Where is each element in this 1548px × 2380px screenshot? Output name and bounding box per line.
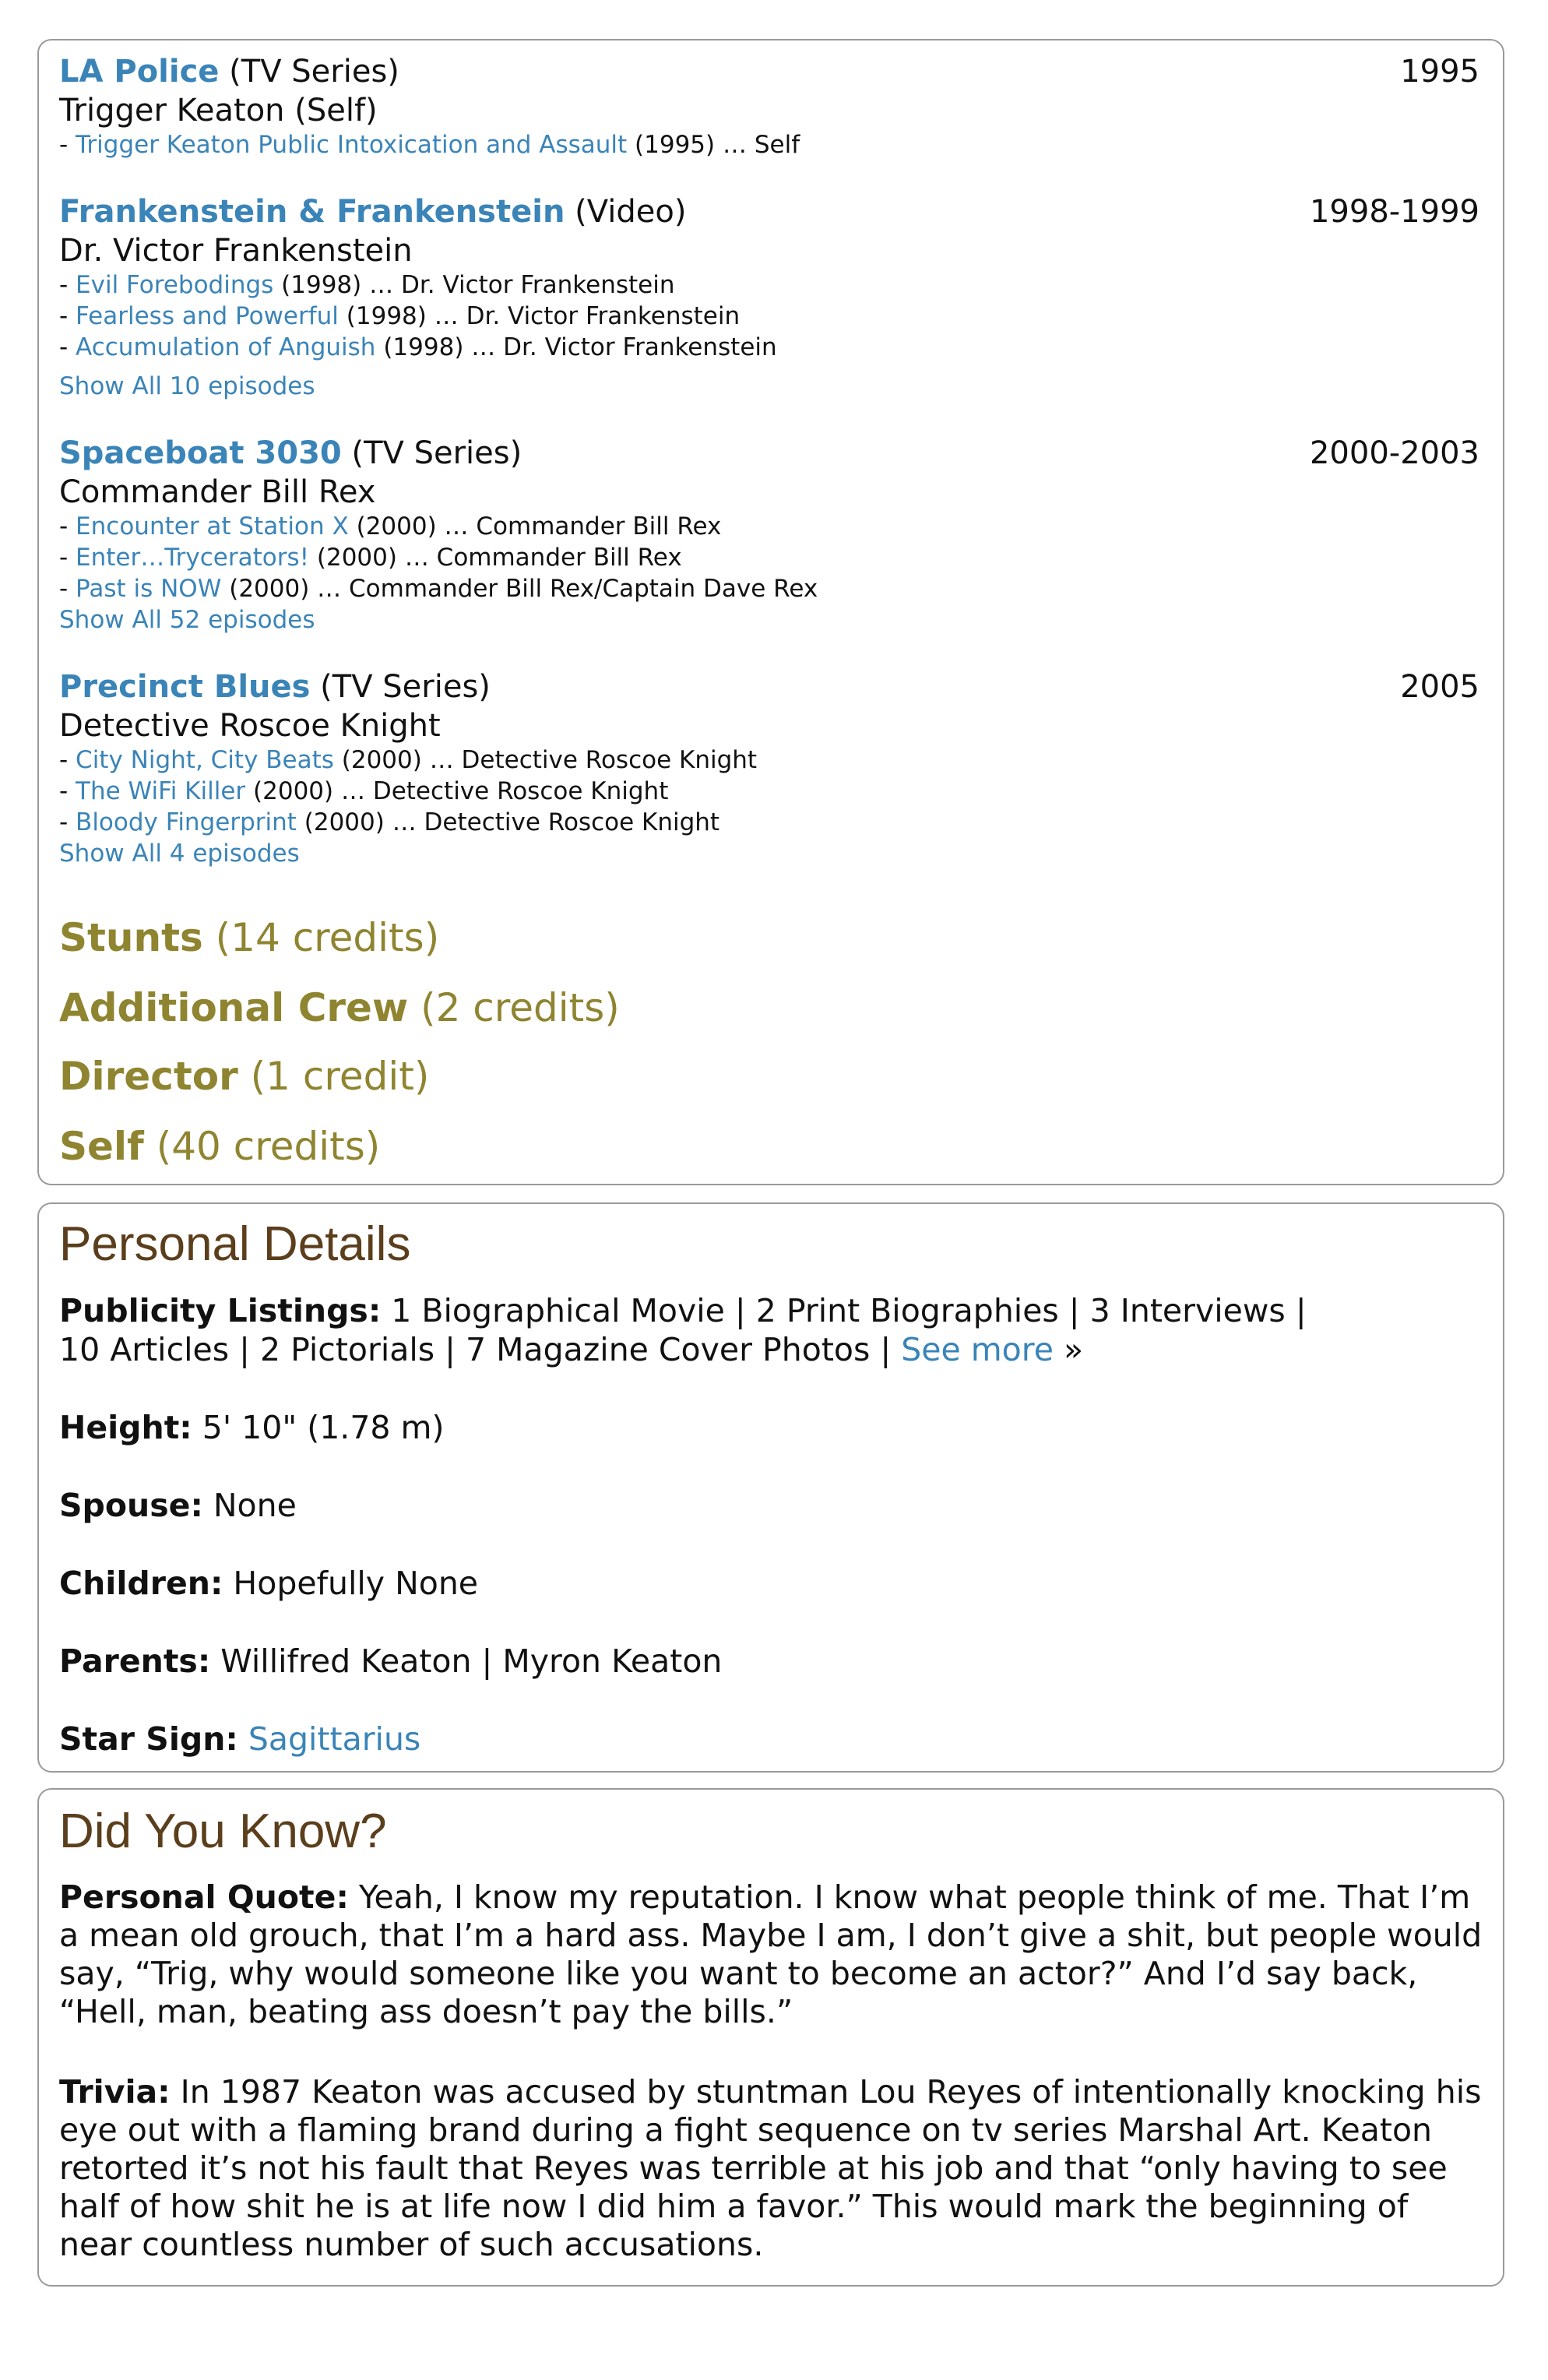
category-additional-crew[interactable]: Additional Crew (2 credits): [59, 985, 620, 1030]
show-type: (TV Series): [351, 435, 522, 471]
show-all-episodes-link[interactable]: Show All 4 episodes: [59, 840, 300, 868]
show-years: 1998-1999: [1309, 194, 1479, 230]
episode-link[interactable]: Trigger Keaton Public Intoxication and Assault: [76, 131, 628, 159]
episode-item: - Accumulation of Anguish (1998) … Dr. Victor Frankenstein: [59, 333, 777, 361]
star-sign-link[interactable]: Sagittarius: [248, 1720, 421, 1758]
show-heading: [59, 668, 491, 706]
publicity-listings: Publicity Listings: 1 Biographical Movie | 2 Print Biographies | 3 Interviews |: [59, 1292, 1307, 1329]
episode-item: - The WiFi Killer (2000) … Detective Roscoe Knight: [59, 777, 669, 805]
section-heading: Personal Details: [59, 1217, 411, 1271]
episode-item: - Past is NOW (2000) … Commander Bill Rex/Captain Dave Rex: [59, 575, 818, 603]
episode-link[interactable]: Fearless and Powerful: [76, 302, 339, 330]
show-role: Dr. Victor Frankenstein: [59, 233, 413, 269]
episode-link[interactable]: City Night, City Beats: [76, 746, 334, 774]
episode-item: - Evil Forebodings (1998) … Dr. Victor Frankenstein: [59, 271, 675, 299]
children-row: Children: Hopefully None: [59, 1565, 479, 1602]
episode-link[interactable]: Accumulation of Anguish: [76, 333, 376, 361]
personal-details-panel: [37, 1202, 1504, 1773]
episode-link[interactable]: Bloody Fingerprint: [76, 808, 297, 836]
filmography-panel: [37, 39, 1504, 1185]
show-heading: [59, 193, 686, 231]
show-title-link[interactable]: LA Police: [59, 54, 220, 90]
episode-item: - Trigger Keaton Public Intoxication and Assault (1995) … Self: [59, 131, 800, 159]
episode-item: - City Night, City Beats (2000) … Detective Roscoe Knight: [59, 746, 758, 774]
episode-item: - Enter…Trycerators! (2000) … Commander Bill Rex: [59, 544, 682, 572]
episode-link[interactable]: The WiFi Killer: [76, 777, 246, 805]
episode-link[interactable]: Encounter at Station X: [76, 512, 349, 540]
show-all-episodes-link[interactable]: Show All 10 episodes: [59, 372, 315, 400]
category-stunts[interactable]: Stunts (14 credits): [59, 915, 440, 960]
trivia: Trivia: In 1987 Keaton was accused by stuntman Lou Reyes of intentionally knocking his eye out with a flaming brand during a fight sequence on tv series Marshal Art. Keaton retorted it’s not his fault that Reyes was terrible at his job and that “only having to see half of how shit he is at life now I did him a favor.” This would mark the beginning of near countless number of such accusations.: [59, 2073, 1482, 2263]
episode-item: - Encounter at Station X (2000) … Commander Bill Rex: [59, 512, 722, 540]
star-sign-row: Star Sign: Sagittarius: [59, 1720, 421, 1758]
show-years: 2000-2003: [1309, 435, 1479, 471]
show-type: (Video): [575, 194, 687, 230]
show-type: (TV Series): [320, 669, 491, 705]
show-all-episodes-link[interactable]: Show All 52 episodes: [59, 606, 315, 634]
see-more-link[interactable]: See more: [901, 1331, 1054, 1368]
show-role: Commander Bill Rex: [59, 474, 376, 510]
show-years: 2005: [1400, 669, 1479, 705]
category-self[interactable]: Self (40 credits): [59, 1124, 381, 1169]
spouse-row: Spouse: None: [59, 1487, 297, 1524]
parents-row: Parents: Willifred Keaton | Myron Keaton: [59, 1642, 723, 1680]
episode-item: - Fearless and Powerful (1998) … Dr. Victor Frankenstein: [59, 302, 741, 330]
section-heading: Did You Know?: [59, 1804, 387, 1858]
show-role: Detective Roscoe Knight: [59, 708, 441, 744]
show-title-link[interactable]: Spaceboat 3030: [59, 435, 342, 471]
show-role: Trigger Keaton (Self): [59, 93, 378, 129]
show-heading: [59, 53, 399, 90]
show-heading: [59, 435, 522, 472]
episode-link[interactable]: Past is NOW: [76, 575, 222, 603]
category-director[interactable]: Director (1 credit): [59, 1054, 430, 1099]
publicity-listings-cont: 10 Articles | 2 Pictorials | 7 Magazine Cover Photos | See more »: [59, 1331, 1084, 1368]
show-years: 1995: [1400, 54, 1479, 90]
episode-link[interactable]: Enter…Trycerators!: [76, 544, 310, 572]
show-type: (TV Series): [229, 54, 399, 90]
episode-item: - Bloody Fingerprint (2000) … Detective Roscoe Knight: [59, 808, 720, 836]
show-title-link[interactable]: Precinct Blues: [59, 669, 311, 705]
episode-link[interactable]: Evil Forebodings: [76, 271, 274, 299]
show-title-link[interactable]: Frankenstein & Frankenstein: [59, 194, 565, 230]
height-row: Height: 5' 10" (1.78 m): [59, 1409, 445, 1446]
did-you-know-panel: [37, 1788, 1504, 2287]
personal-quote: Personal Quote: Yeah, I know my reputation. I know what people think of me. That I’m a mean old grouch, that I’m a hard ass. Maybe I am, I don’t give a shit, but people would say, “Trig, why would someone like you want to become an actor?” And I’d say back, “Hell, man, beating ass doesn’t pay the bills.”: [59, 1878, 1483, 2030]
